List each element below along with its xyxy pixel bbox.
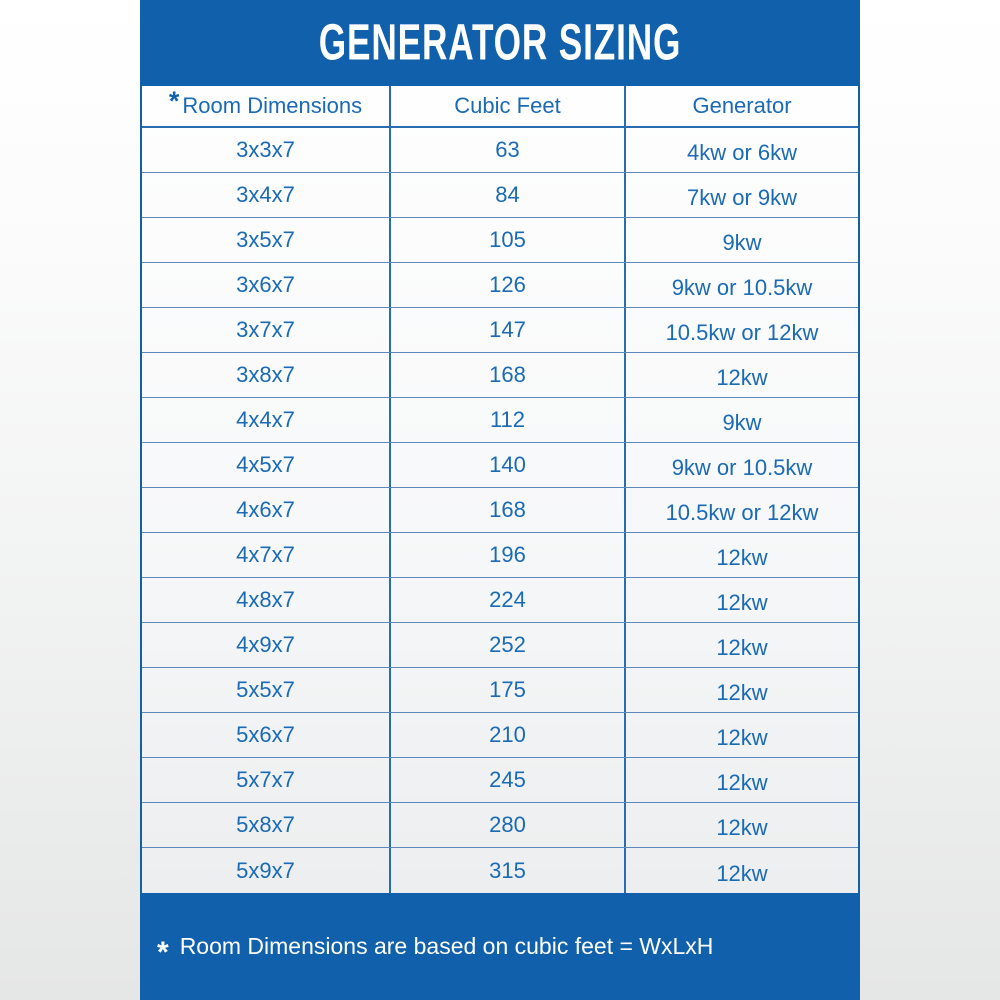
- generator-cell: 12kw: [716, 545, 768, 570]
- generator-cell: 12kw: [716, 365, 768, 390]
- table-row: [142, 128, 858, 173]
- room-dimensions-cell: 5x7x7: [142, 758, 391, 802]
- cubic-feet-cell: 252: [391, 623, 626, 667]
- cubic-feet-cell: 196: [391, 533, 626, 577]
- cubic-feet-cell: 168: [391, 353, 626, 397]
- cubic-feet-cell: 147: [391, 308, 626, 352]
- cubic-feet-cell: 140: [391, 443, 626, 487]
- room-dimensions-cell: 4x9x7: [142, 623, 391, 667]
- room-dimensions-cell: 4x7x7: [142, 533, 391, 577]
- footnote-band: [140, 893, 860, 1000]
- table-row: [142, 533, 858, 578]
- generator-cell: 4kw or 6kw: [686, 140, 798, 165]
- room-dimensions-cell: 5x5x7: [142, 668, 391, 712]
- cubic-feet-cell: 84: [391, 173, 626, 217]
- room-dimensions-cell: 4x5x7: [142, 443, 391, 487]
- generator-cell: 10.5kw or 12kw: [665, 320, 819, 345]
- table-row: [142, 578, 858, 623]
- generator-cell: 9kw: [722, 230, 762, 255]
- cubic-feet-cell: 105: [391, 218, 626, 262]
- page-title: GENERATOR SIZING: [318, 14, 682, 71]
- cubic-feet-cell: 280: [391, 803, 626, 847]
- generator-cell: 12kw: [716, 770, 768, 795]
- table-row: [142, 848, 858, 893]
- room-dimensions-cell: 3x6x7: [142, 263, 391, 307]
- generator-cell: 9kw or 10.5kw: [671, 275, 813, 300]
- header-generator: Generator: [692, 93, 792, 118]
- table-row: [142, 263, 858, 308]
- cubic-feet-cell: 63: [391, 128, 626, 172]
- table-row: [142, 713, 858, 758]
- room-dimensions-cell: 4x6x7: [142, 488, 391, 532]
- room-dimensions-cell: 4x8x7: [142, 578, 391, 622]
- cubic-feet-cell: 175: [391, 668, 626, 712]
- generator-sizing-panel: [140, 0, 860, 1000]
- footnote-text: Room Dimensions are based on cubic feet = WxLxH: [179, 933, 714, 959]
- table-row: [142, 398, 858, 443]
- room-dimensions-cell: 5x9x7: [142, 848, 391, 893]
- generator-cell: 12kw: [716, 860, 768, 886]
- room-dimensions-cell: 4x4x7: [142, 398, 391, 442]
- generator-cell: 7kw or 9kw: [686, 185, 798, 210]
- table-row: [142, 173, 858, 218]
- table-row: [142, 308, 858, 353]
- table-row: [142, 668, 858, 713]
- room-dimensions-cell: 5x8x7: [142, 803, 391, 847]
- table-row: [142, 218, 858, 263]
- generator-cell: 12kw: [716, 590, 768, 615]
- room-dimensions-cell: 3x8x7: [142, 353, 391, 397]
- cubic-feet-cell: 210: [391, 713, 626, 757]
- header-room-dimensions-label: Room Dimensions: [182, 93, 363, 118]
- table-header-row: [142, 86, 858, 128]
- table-row: [142, 623, 858, 668]
- room-dimensions-cell: 3x7x7: [142, 308, 391, 352]
- cubic-feet-cell: 168: [391, 488, 626, 532]
- table-row: [142, 488, 858, 533]
- generator-cell: 12kw: [716, 680, 768, 705]
- cubic-feet-cell: 315: [391, 848, 626, 893]
- room-dimensions-cell: 3x3x7: [142, 128, 391, 172]
- generator-cell: 10.5kw or 12kw: [665, 500, 819, 525]
- sizing-table: [142, 86, 858, 893]
- table-row: [142, 353, 858, 398]
- cubic-feet-cell: 126: [391, 263, 626, 307]
- cubic-feet-cell: 112: [391, 398, 626, 442]
- header-room-dimensions: [142, 86, 391, 126]
- cubic-feet-cell: 245: [391, 758, 626, 802]
- cubic-feet-cell: 224: [391, 578, 626, 622]
- generator-cell: 12kw: [716, 635, 768, 660]
- table-row: [142, 443, 858, 488]
- generator-cell: 12kw: [716, 725, 768, 750]
- generator-cell: 12kw: [716, 815, 768, 840]
- footnote-marker-icon: *: [168, 85, 180, 116]
- room-dimensions-cell: 3x4x7: [142, 173, 391, 217]
- room-dimensions-cell: 5x6x7: [142, 713, 391, 757]
- generator-cell: 9kw or 10.5kw: [671, 455, 813, 480]
- table-row: [142, 758, 858, 803]
- footnote-marker-icon: *: [157, 935, 169, 969]
- table-row: [142, 803, 858, 848]
- title-band: [140, 0, 860, 86]
- room-dimensions-cell: 3x5x7: [142, 218, 391, 262]
- header-cubic-feet: Cubic Feet: [391, 86, 626, 126]
- generator-cell: 9kw: [722, 410, 762, 435]
